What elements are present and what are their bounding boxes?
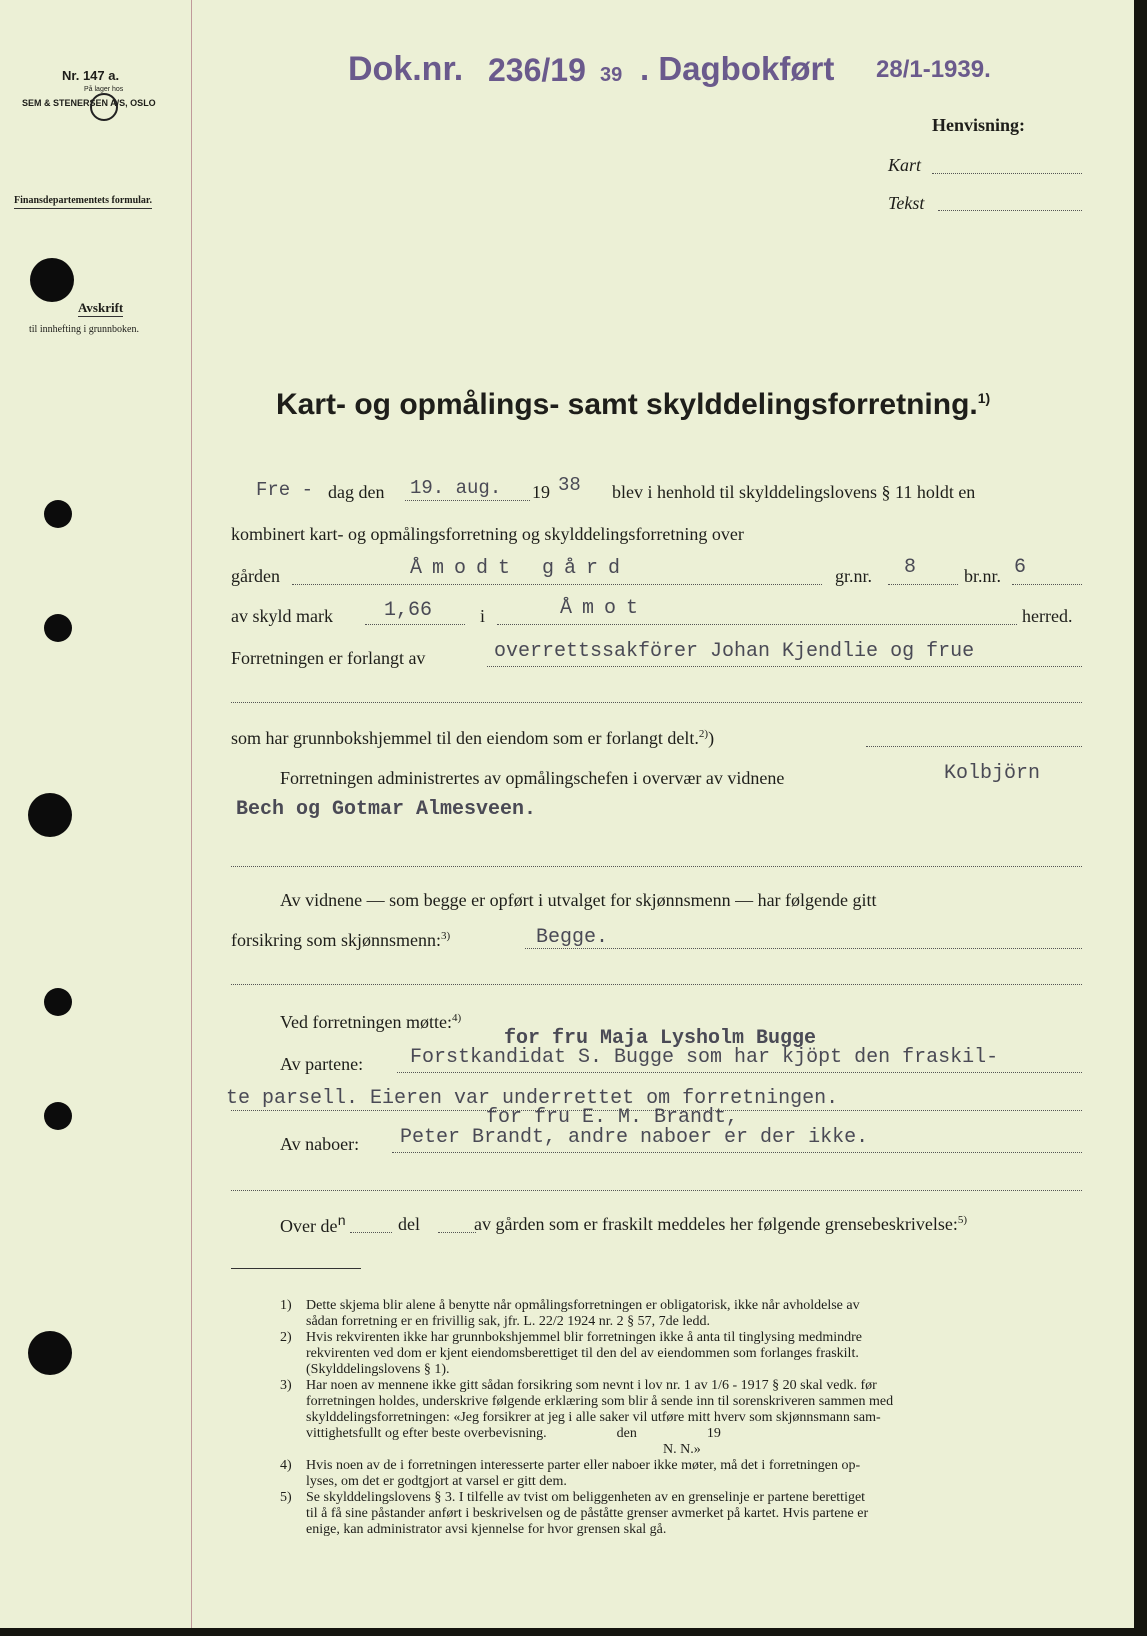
document-title: Kart- og opmålings- samt skylddelingsforretning.$^{1)}$ <box>276 388 991 421</box>
grnr-label: gr.nr. <box>835 566 873 586</box>
admin-value-1: Kolbjörn <box>944 762 1041 785</box>
binder-hole-icon <box>28 1331 72 1375</box>
herred-value: Åmot <box>560 597 649 620</box>
herred-label: herred. <box>1022 606 1073 626</box>
forlangt-field-line <box>487 666 1082 667</box>
footnote-rule <box>231 1268 361 1269</box>
avskrift-note: til innhefting i grunnboken. <box>29 324 139 335</box>
skyld-i: i <box>480 606 486 626</box>
admin-value-2: Bech og Gotmar Almesveen. <box>236 798 537 821</box>
avskrift-label: Avskrift <box>78 300 124 315</box>
dok-nr-value: 236/19 <box>488 52 586 88</box>
stamp-date: 28/1-1939. <box>876 56 991 83</box>
forlangt-value: overrettssakförer Johan Kjendlie og frue <box>494 640 975 663</box>
brnr-value: 6 <box>1014 556 1027 579</box>
binder-hole-icon <box>28 793 72 837</box>
naboer-label: Av naboer: <box>280 1134 360 1154</box>
admin-field-line <box>231 866 1082 867</box>
weekday-value: Fre - <box>256 479 314 501</box>
garden-field-line <box>292 584 822 585</box>
admin-label: Forretningen administrertes av opmålingschefen i overvær av vidnene <box>280 768 785 788</box>
partene-value-2: te parsell. Eieren var underrettet om forretningen. <box>226 1087 839 1110</box>
henvisning-kart: Kart <box>888 155 922 175</box>
naboer-insert: for fru E. M. Brandt, <box>486 1106 739 1129</box>
henvisning-tekst: Tekst <box>888 193 925 213</box>
binder-hole-icon <box>44 500 72 528</box>
over-field-line-2 <box>438 1232 476 1233</box>
forsikring-field-line <box>525 948 1082 949</box>
footnotes <box>280 1282 893 1538</box>
tekst-field-line <box>938 210 1082 211</box>
year-value: 38 <box>558 474 581 496</box>
skyld-label: av skyld mark <box>231 606 333 626</box>
kart-field-line <box>932 173 1082 174</box>
partene-label: Av partene: <box>280 1054 364 1074</box>
footnote-2: 2) Hvis rekvirenten ikke har grunnbokshjemmel blir forretningen ikke å anta til tinglysing medmindre rekvirenten ved dom er kjent eiendomsberettiget til den del av eiendommen som forlanges fraskilt. (Skylddelingslovens § 1). <box>280 1330 862 1377</box>
title-footnote-ref: 1) <box>977 390 991 406</box>
over-del: del <box>398 1214 420 1234</box>
form-number: Nr. 147 a. <box>62 68 120 83</box>
footnote-1: 1) Dette skjema blir alene å benytte når opmålingsforretningen er obligatorisk, ikke når avholdelse av sådan forretning er en frivillig sak, jfr. L. 22/2 1924 nr. 2 § 57, 7de ledd. <box>280 1298 860 1329</box>
grunnbok-field-line <box>866 746 1082 747</box>
naboer-field-line <box>392 1152 1082 1153</box>
margin-rule <box>191 0 192 1628</box>
over-text: av gården som er fraskilt meddeles her følgende grensebeskrivelse:$^{5)}$ <box>474 1214 967 1234</box>
skyld-field-line <box>365 624 465 625</box>
year-prefix: 19 <box>532 482 550 502</box>
date-label: dag den <box>328 482 385 502</box>
over-label: Over $de^n$ <box>280 1214 346 1236</box>
intro-text-1: blev i henhold til skylddelingslovens § 11 holdt en <box>612 482 976 502</box>
forsikring-field-line-2 <box>231 984 1082 985</box>
naboer-value: Peter Brandt, andre naboer er der ikke. <box>400 1126 869 1149</box>
grnr-field-line <box>888 584 958 585</box>
naboer-field-line-2 <box>231 1190 1082 1191</box>
footnote-4: 4) Hvis noen av de i forretningen interesserte parter eller naboer ikke møter, må det i forretningen op- lyses, om det er godtgjort at varsel er gitt dem. <box>280 1458 861 1489</box>
over-field-line <box>350 1232 392 1233</box>
partene-value: Forstkandidat S. Bugge som har kjöpt den fraskil- <box>410 1046 999 1069</box>
forsikring-label: forsikring som skjønnsmenn:$^{3)}$ <box>231 930 451 950</box>
motte-label: Ved forretningen møtte:$^{4)}$ <box>280 1012 462 1032</box>
footnote-3: 3) Har noen av mennene ikke gitt sådan forsikring som nevnt i lov nr. 1 av 1/6 - 1917 § 20 skal vedk. før forretningen holdes, underskrive følgende erklæring som blir å sende inn til sorenskriveren sammen med skylddelingsforretningen: «Jeg forsikrer at jeg i alle saker vil utføre mitt hverv som skjønnsmann sam- vittighetsfullt og efter beste overbevisning. den 19 N. N.» <box>280 1378 894 1457</box>
binder-hole-icon <box>44 988 72 1016</box>
binder-hole-icon <box>30 258 74 302</box>
dok-year: 39 <box>600 64 623 86</box>
henvisning-title: Henvisning: <box>932 115 1026 135</box>
garden-value: Åmodt gård <box>410 557 631 580</box>
skyld-value: 1,66 <box>384 599 433 622</box>
vidnene-text: Av vidnene — som begge er opført i utvalget for skjønnsmenn — har følgende gitt <box>280 890 877 910</box>
brnr-field-line <box>1012 584 1082 585</box>
date-field-line <box>405 500 530 501</box>
forsikring-value: Begge. <box>536 926 609 949</box>
binder-hole-icon <box>44 614 72 642</box>
brnr-label: br.nr. <box>964 566 1002 586</box>
publisher-small: På lager hos <box>84 86 124 93</box>
grnr-value: 8 <box>904 556 917 579</box>
partene-insert: for fru Maja Lysholm Bugge <box>504 1027 817 1050</box>
binder-hole-icon <box>44 1102 72 1130</box>
intro-text-2: kombinert kart- og opmålingsforretning og skylddelingsforretning over <box>231 524 744 544</box>
herred-field-line <box>497 624 1017 625</box>
partene-field-line <box>397 1072 1082 1073</box>
date-value: 19. aug. <box>410 477 502 499</box>
form-issuer: Finansdepartementets formular. <box>14 195 152 209</box>
dagbokfort-label: . Dagbokført <box>640 50 835 87</box>
grunnbok-text: som har grunnbokshjemmel til den eiendom som er forlangt delt.$^{2)}$) <box>231 728 715 748</box>
dok-nr-label: Dok.nr. <box>348 50 464 88</box>
footnote-5: 5) Se skylddelingslovens § 3. I tilfelle av tvist om beliggenheten av en grenselinje er partene berettiget til å få sine påstander anført i beskrivelsen og de påståtte grenser avmerket på kartet. Hvis partene er enige, kan administrator avsi kjennelse for hvor grensen skal gå. <box>280 1490 869 1537</box>
forlangt-field-line-2 <box>231 702 1082 703</box>
publisher-seal-icon <box>90 93 118 121</box>
forlangt-label: Forretningen er forlangt av <box>231 648 426 668</box>
garden-label: gården <box>231 566 280 586</box>
publisher-name: SEM & STENERSEN A/S, OSLO <box>22 98 156 108</box>
